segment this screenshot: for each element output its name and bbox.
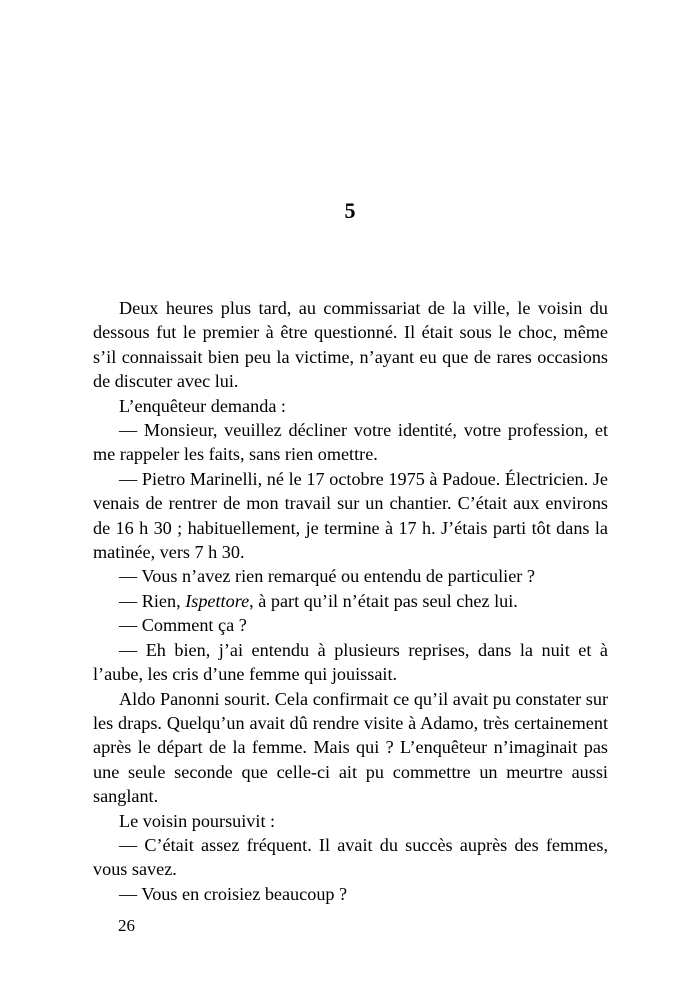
paragraph [93,467,608,565]
chapter-body [93,296,608,906]
text-run: — Eh bien, j’ai entendu à plusieurs reprises, dans la nuit et à l’aube, les cris d’une femme qui jouissait. [93,639,608,685]
paragraph [93,613,608,637]
paragraph [93,809,608,833]
text-run: Le voisin poursuivit : [119,810,276,831]
text-run: — Vous en croisiez beaucoup ? [119,883,348,904]
text-run: , à part qu’il n’était pas seul chez lui. [249,590,518,611]
paragraph [93,687,608,809]
text-run: — Monsieur, veuillez décliner votre identité, votre profession, et me rappeler les faits, sans rien omettre. [93,420,608,465]
paragraph [93,638,608,687]
text-run: — Comment ça ? [119,615,247,636]
text-run: L’enquêteur demanda : [119,395,286,416]
paragraph [93,589,608,613]
paragraph [93,296,608,394]
paragraph [93,564,608,588]
text-run: — Vous n’avez rien remarqué ou entendu de particulier ? [119,566,535,587]
text-run: — Pietro Marinelli, né le 17 octobre 1975 à Padoue. Électricien. Je venais de rentrer de mon travail sur un chantier. C’était aux environs de 16 h 30 ; habituellement, je termine à 17 h. J’étais parti tôt dans la matinée, vers 7 h 30. [93,468,608,563]
chapter-number: 5 [344,198,356,223]
text-run: — C’était assez fréquent. Il avait du succès auprès des femmes, vous savez. [93,834,608,880]
paragraph [93,418,608,467]
text-run: Aldo Panonni sourit. Cela confirmait ce qu’il avait pu constater sur les draps. Quelqu’un avait dû rendre visite à Adamo, très certainement après le départ de la femme. Mais qui ? L’enquêteur n’imaginait pas une seule seconde que celle-ci ait pu commettre un meurtre aussi sanglant. [93,688,608,807]
paragraph [93,833,608,882]
paragraph [93,394,608,418]
italic-text: Ispettore [185,590,250,611]
paragraph [93,882,608,906]
text-run: — Rien, [119,590,186,611]
text-run: Deux heures plus tard, au commissariat de la ville, le voisin du dessous fut le premier à être questionné. Il était sous le choc, même s’il connaissait bien peu la victime, n’ayant eu que de rares occasions de discuter avec lui. [93,298,608,392]
page-number: 26 [118,916,135,935]
